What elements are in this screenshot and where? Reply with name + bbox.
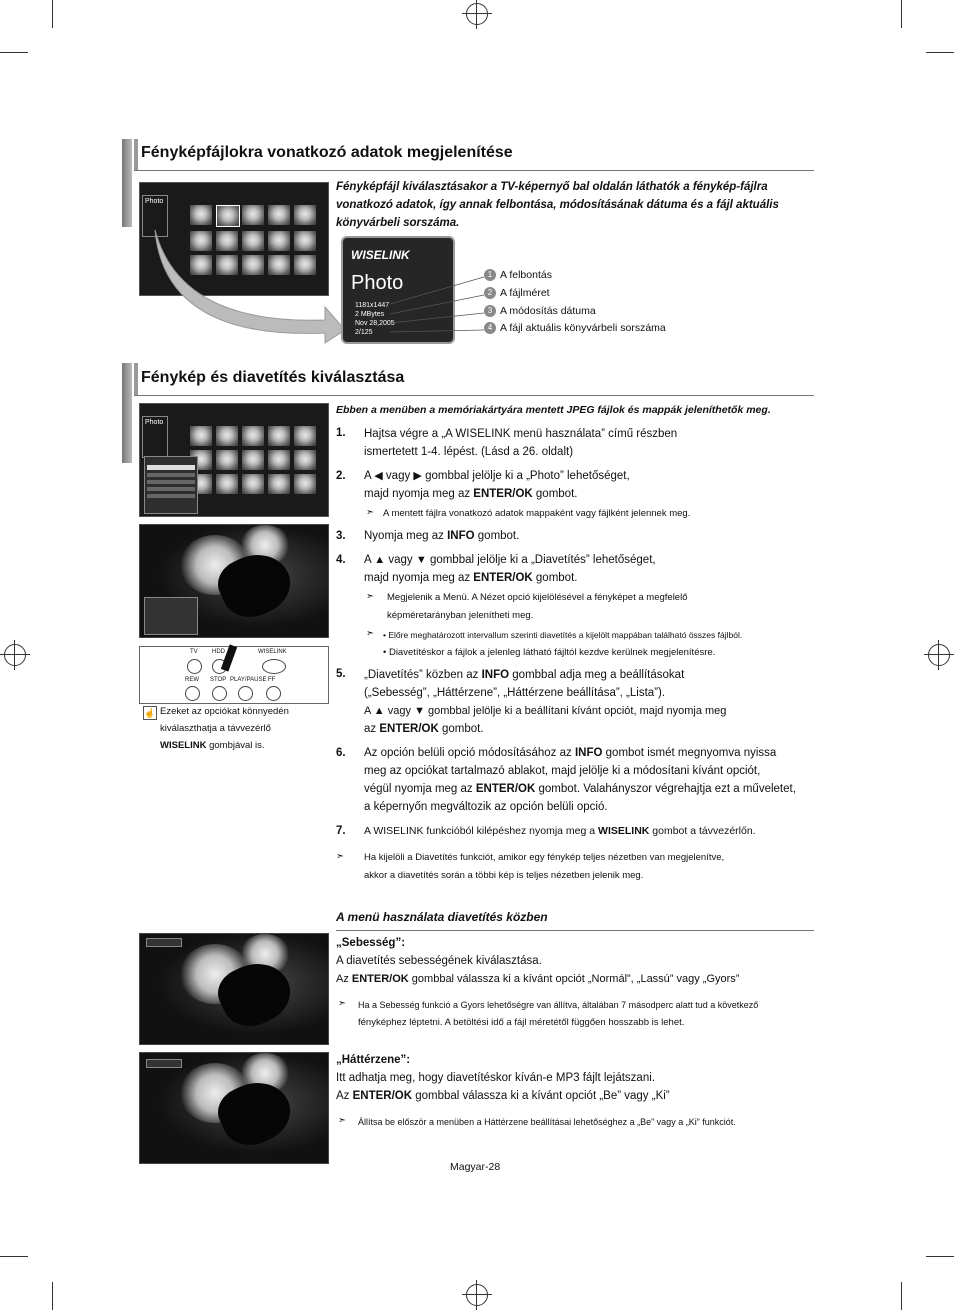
remote-control-diagram: TV HDD WISELINK REW STOP PLAY/PAUSE FF xyxy=(139,646,329,704)
step-text: A ◀ vagy ▶ gombbal jelölje ki a „Photo” lehetőséget, xyxy=(364,470,630,482)
step-text: majd nyomja meg az ENTER/OK gombot. xyxy=(364,488,578,500)
step-note: • Diavetítéskor a fájlok a jelenleg látható fájltól kezdve kerülnek megjelenítésre. xyxy=(383,647,716,658)
section-bar xyxy=(134,363,138,395)
tv-screen-menu xyxy=(139,403,329,517)
section-title: Fénykép és diavetítés kiválasztása xyxy=(141,369,405,386)
registration-mark xyxy=(466,1284,488,1306)
option-note: fényképhez léptetni. A betöltési idő a fájl méretétől függően hosszabb is lehet. xyxy=(358,1017,685,1028)
down-arrow-icon: ▼ xyxy=(414,705,425,717)
rew-button xyxy=(185,686,200,701)
step-text: végül nyomja meg az ENTER/OK gombot. Valahányszor végrehajtja ezt a műveletet, xyxy=(364,783,796,795)
step-text: „Diavetítés” közben az INFO gombbal adja meg a beállításokat xyxy=(364,669,685,681)
step-text: („Sebesség”, „Háttérzene”, „Háttérzene beállítása”, „Lista”). xyxy=(364,687,666,699)
step-text: Hajtsa végre a „A WISELINK menü használata” című részben xyxy=(364,428,678,440)
registration-mark xyxy=(928,644,950,666)
crop-mark xyxy=(901,0,902,28)
slideshow-image xyxy=(139,524,329,638)
ff-button xyxy=(266,686,281,701)
crop-mark xyxy=(926,52,954,53)
step-text: meg az opciókat tartalmazó ablakot, majd jelölje ki a módosítani kívánt opciót, xyxy=(364,765,761,777)
speed-osd xyxy=(146,938,182,947)
section-intro: Fényképfájl kiválasztásakor a TV-képernyő bal oldalán láthatók a fénykép-fájlra vonatkozó adatok, így annak felbontása, módosításának dátuma és a fájl aktuális könyvárbeli sorszáma. xyxy=(336,181,779,229)
legend-item: 3 A módosítás dátuma xyxy=(484,305,596,317)
step-note: • Előre meghatározott intervallum szerinti diavetítés a kijelölt mappában található összes fájlból. xyxy=(383,630,743,640)
step-note: A mentett fájlra vonatkozó adatok mappaként vagy fájlként jelennek meg. xyxy=(383,508,691,519)
step-number: 7. xyxy=(336,825,346,837)
section-intro: Ebben a menüben a memóriakártyára mentett JPEG fájlok és mappák jeleníthetők meg. xyxy=(336,404,771,416)
option-text: Itt adhatja meg, hogy diavetítéskor kíván-e MP3 fájlt lejátszani. xyxy=(336,1072,655,1084)
registration-mark xyxy=(4,644,26,666)
section-bar xyxy=(134,139,138,171)
info-resolution: 1181x1447 xyxy=(355,302,390,309)
step-number: 6. xyxy=(336,747,346,759)
note-icon: ➣ xyxy=(338,998,346,1009)
wiselink-logo: WISELINK xyxy=(351,248,410,262)
crop-mark xyxy=(901,1282,902,1310)
info-size: 2 MBytes xyxy=(355,311,385,318)
crop-mark xyxy=(52,1282,53,1310)
hand-icon: ☝ xyxy=(144,708,156,718)
legend-item: 4 A fájl aktuális könyvárbeli sorszáma xyxy=(484,322,666,334)
crop-mark xyxy=(0,1256,28,1257)
section-bar xyxy=(122,139,132,227)
step-number: 2. xyxy=(336,470,346,482)
note-icon: ➣ xyxy=(366,628,374,639)
step-text: Nyomja meg az INFO gombot. xyxy=(364,530,520,542)
right-arrow-icon: ▶ xyxy=(413,470,422,482)
final-note: akkor a diavetítés során a többi kép is teljes nézetben jelenik meg. xyxy=(364,870,644,881)
section-rule xyxy=(134,395,814,396)
step-text: A ▲ vagy ▼ gombbal jelölje ki a beállítani kívánt opciót, majd nyomja meg xyxy=(364,705,727,717)
step-number: 4. xyxy=(336,554,346,566)
zoom-arrow xyxy=(140,225,350,345)
subsection-title: A menü használata diavetítés közben xyxy=(336,910,548,924)
section-bar xyxy=(122,363,132,463)
thumbnail-grid xyxy=(190,426,316,494)
step-note: Megjelenik a Menü. A Nézet opció kijelölésével a fényképet a megfelelő xyxy=(387,592,688,603)
photo-info-panel: Photo xyxy=(142,195,168,237)
tip-line: WISELINK gombjával is. xyxy=(160,740,265,751)
step-number: 3. xyxy=(336,530,346,542)
slideshow-music-image xyxy=(139,1052,329,1164)
down-arrow-icon: ▼ xyxy=(415,554,427,566)
note-icon: ➣ xyxy=(366,507,374,518)
note-icon: ➣ xyxy=(338,1115,346,1126)
legend-leader-lines xyxy=(390,270,490,340)
legend-item: 2 A fájlméret xyxy=(484,287,550,299)
option-note: Állítsa be először a menüben a Háttérzene beállításai lehetőséghez a „Be” vagy a „Ki” funkciót. xyxy=(358,1117,736,1127)
tip-line: Ezeket az opciókat könnyedén xyxy=(160,706,289,717)
note-icon: ➣ xyxy=(366,591,374,602)
step-text: ismertetett 1-4. lépést. (Lásd a 26. oldalt) xyxy=(364,446,574,458)
play-pause-button xyxy=(238,686,253,701)
wiselink-button xyxy=(262,659,286,674)
page-number: Magyar-28 xyxy=(450,1161,501,1173)
step-number: 5. xyxy=(336,668,346,680)
info-index: 2/125 xyxy=(355,329,373,336)
legend-item: 1 A felbontás xyxy=(484,269,552,281)
step-text: az ENTER/OK gombot. xyxy=(364,723,484,735)
option-text: Az ENTER/OK gombbal válassza ki a kívánt opciót „Normál”, „Lassú” vagy „Gyors” xyxy=(336,973,740,985)
option-note: Ha a Sebesség funkció a Gyors lehetőségre van állítva, általában 7 másodperc alatt tud a következő xyxy=(358,1000,759,1010)
step-text: a képernyőn megváltozik az opción belüli opció. xyxy=(364,801,608,813)
step-note: képméretarányban jelenítheti meg. xyxy=(387,610,534,621)
step-text: Az opción belüli opció módosításához az INFO gombot ismét megnyomva nyissa xyxy=(364,747,777,759)
step-text: majd nyomja meg az ENTER/OK gombot. xyxy=(364,572,578,584)
registration-mark xyxy=(466,3,488,25)
option-title: „Sebesség”: xyxy=(336,937,406,949)
crop-mark xyxy=(926,1256,954,1257)
up-arrow-icon: ▲ xyxy=(373,705,385,717)
option-text: A diavetítés sebességének kiválasztása. xyxy=(336,955,542,967)
section-title: Fényképfájlokra vonatkozó adatok megjelenítése xyxy=(141,144,513,161)
tip-line: kiválaszthatja a távvezérlő xyxy=(160,723,271,734)
option-title: „Háttérzene”: xyxy=(336,1054,411,1066)
left-arrow-icon: ◀ xyxy=(374,470,383,482)
stop-button xyxy=(212,686,227,701)
up-arrow-icon: ▲ xyxy=(374,554,386,566)
music-osd xyxy=(146,1059,182,1068)
photo-label: Photo xyxy=(351,272,404,294)
note-icon: ➣ xyxy=(336,851,344,862)
step-text: A WISELINK funkcióból kilépéshez nyomja meg a WISELINK gombot a távvezérlőn. xyxy=(364,825,756,837)
step-number: 1. xyxy=(336,427,346,439)
photo-info-panel: Photo xyxy=(142,416,168,458)
section-rule xyxy=(336,930,814,931)
slideshow-menu xyxy=(144,597,198,635)
step-text: A ▲ vagy ▼ gombbal jelölje ki a „Diavetítés” lehetőséget, xyxy=(364,554,656,566)
option-text: Az ENTER/OK gombbal válassza ki a kívánt opciót „Be” vagy „Ki” xyxy=(336,1090,670,1102)
section-rule xyxy=(134,170,814,171)
slideshow-speed-image xyxy=(139,933,329,1045)
info-date: Nov 28,2005 xyxy=(355,320,395,327)
crop-mark xyxy=(0,52,28,53)
options-menu xyxy=(144,456,198,514)
tv-button xyxy=(187,659,202,674)
final-note: Ha kijelöli a Diavetítés funkciót, amikor egy fénykép teljes nézetben van megjelenítve, xyxy=(364,852,725,863)
crop-mark xyxy=(52,0,53,28)
